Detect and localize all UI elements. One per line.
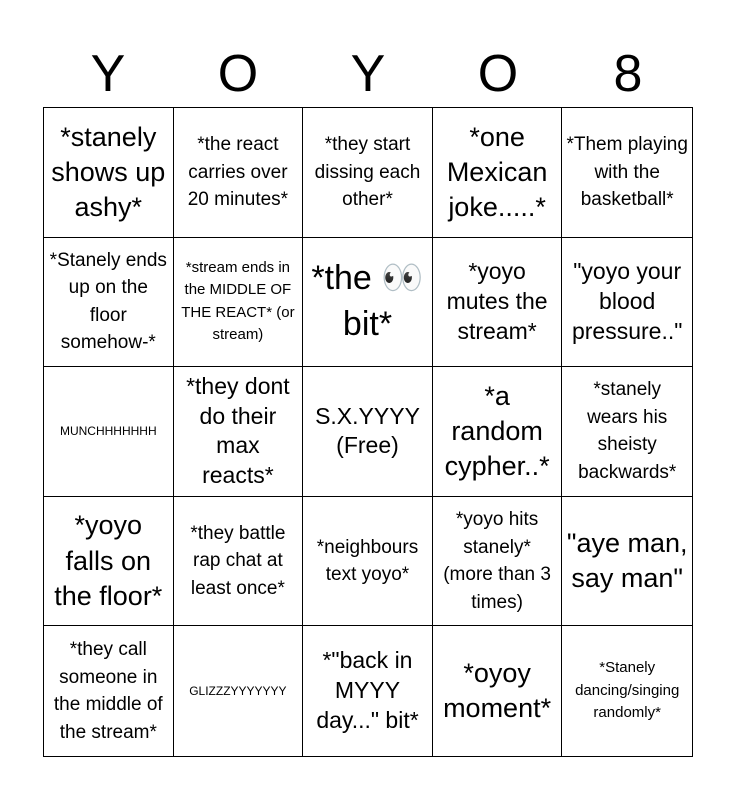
bingo-cell[interactable]: *Stanely dancing/singing randomly* [575, 659, 680, 722]
bingo-cell[interactable]: "aye man, say man" [562, 497, 692, 627]
bingo-cell[interactable]: *neighbours text yoyo* [303, 497, 433, 627]
bingo-cell[interactable]: *a random cypher..* [433, 367, 563, 497]
bingo-cell[interactable]: *yoyo mutes the stream* [433, 238, 563, 368]
bingo-cell[interactable]: *stanely shows up ashy* [44, 108, 174, 238]
bingo-cell[interactable]: *oyoy moment* [433, 626, 563, 756]
bingo-grid [43, 107, 693, 757]
bingo-cell[interactable]: *they start dissing each other* [303, 108, 433, 238]
bingo-cell[interactable]: *yoyo hits stanely* (more than 3 times) [433, 497, 563, 627]
header-letter-3: Y [350, 45, 386, 103]
bingo-cell[interactable]: *they dont do their max reacts* [174, 367, 304, 497]
bingo-cell[interactable]: *the 👀 bit* [303, 238, 433, 368]
bingo-cell[interactable]: *yoyo falls on the floor* [44, 497, 174, 627]
bingo-cell[interactable]: "yoyo your blood pressure.." [562, 238, 692, 368]
header-letter-1: Y [90, 45, 126, 103]
bingo-cell[interactable]: *they battle rap chat at least once* [174, 497, 304, 627]
bingo-cell[interactable]: *"back in MYYY day..." bit* [303, 626, 433, 756]
header-letter-5: 8 [613, 45, 643, 103]
bingo-cell free-space[interactable]: S.X.YYYY (Free) [303, 367, 433, 497]
header-letter-2: O [217, 45, 259, 103]
bingo-cell[interactable]: *Them playing with the basketball* [562, 108, 692, 238]
bingo-cell[interactable]: *the react carries over 20 minutes* [174, 108, 304, 238]
bingo-cell[interactable]: *they call someone in the middle of the stream* [44, 626, 174, 756]
bingo-header [43, 40, 693, 108]
bingo-cell[interactable]: *Stanely ends up on the floor somehow-* [44, 238, 174, 368]
bingo-cell[interactable]: *one Mexican joke.....* [433, 108, 563, 238]
bingo-cell[interactable]: *stream ends in the MIDDLE OF THE REACT* (or stream) [174, 238, 304, 368]
bingo-cell[interactable]: *stanely wears his sheisty backwards* [562, 367, 692, 497]
bingo-cell[interactable]: GLIZZZYYYYYYY [174, 626, 304, 756]
header-letter-4: O [477, 45, 519, 103]
bingo-cell[interactable]: MUNCHHHHHHH [44, 367, 174, 497]
